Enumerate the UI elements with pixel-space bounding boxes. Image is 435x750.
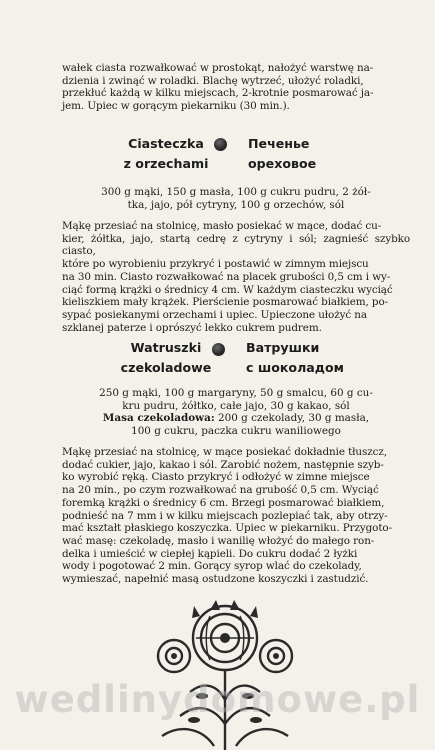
- recipe2-title: [62, 338, 410, 378]
- text-line: Ватрушки: [246, 340, 320, 355]
- text-line: delka i umieścić w ciepłej kąpieli. Do cukru dodać 2 łyżki: [62, 547, 358, 560]
- text-line: Mąkę przesiać na stolnicę, masło posiekać w mące, dodać cu-: [62, 220, 382, 232]
- recipe1-ingredients: [62, 186, 410, 211]
- recipe2-method: [62, 446, 410, 586]
- text-line: tka, jajo, pół cytryny, 100 g orzechów, sól: [127, 198, 345, 211]
- text-line: podnieść na 7 mm i w kilku miejscach pozlepiać tak, aby otrzy-: [62, 509, 388, 522]
- text-line: kier, żółtka, jajo, startą cedrę z cytryny i sól; zagnieść szybko ciasto,: [62, 232, 410, 258]
- text-line: na 20 min., po czym rozwałkować na grubość 0,5 cm. Wyciąć: [62, 484, 379, 497]
- text-line: wać masę: czekoladę, masło i wanilię włożyć do małego ron-: [62, 534, 375, 547]
- text-line: jem. Upiec w gorącym piekarniku (30 min.).: [62, 100, 290, 113]
- bullet-icon: [214, 138, 227, 151]
- intro-paragraph: [62, 62, 410, 113]
- folk-ornament-icon: [150, 596, 300, 750]
- text-line: Ciasteczka: [128, 136, 204, 151]
- recipe1-title-russian: [248, 134, 368, 174]
- recipe1-title-polish: [106, 134, 226, 174]
- text-line: przekłuć każdą w kilku miejscach, 2-krotnie posmarować ja-: [62, 87, 374, 100]
- text-line: kru pudru, żółtko, całe jajo, 30 g kakao, sól: [122, 399, 350, 412]
- text-line: с шоколадом: [246, 360, 344, 375]
- watermark: wedlinydomowe.pl: [14, 678, 421, 721]
- text-line: które po wyrobieniu przykryć i postawić w zimnym miejscu: [62, 258, 369, 271]
- text-line: na 30 min. Ciasto rozwałkować na placek grubości 0,5 cm i wy-: [62, 270, 391, 283]
- text-line: 100 g cukru, paczka cukru waniliowego: [131, 425, 341, 438]
- recipe1-method: [62, 220, 410, 334]
- bullet-icon: [212, 343, 225, 356]
- text-line: Mąkę przesiać na stolnicę, w mące posiekać dokładnie tłuszcz,: [62, 446, 387, 458]
- text-line: czekoladowe: [120, 360, 212, 375]
- recipe1-title: [62, 134, 410, 174]
- text-line: kieliszkiem mały krążek. Pierścienie posmarować białkiem, po-: [62, 296, 389, 309]
- text-line: foremką krążki o średnicy 6 cm. Brzegi posmarować białkiem,: [62, 496, 385, 509]
- text-line: 300 g mąki, 150 g masła, 100 g cukru pudru, 2 żół-: [101, 186, 371, 198]
- text-line: szklanej paterze i oprószyć lekko cukrem pudrem.: [62, 321, 322, 334]
- text-line: Watruszki: [130, 340, 202, 355]
- recipe2-ingredients: [62, 387, 410, 438]
- text-line: ореховое: [248, 156, 317, 171]
- text-line: Masa czekoladowa: 200 g czekolady, 30 g masła,: [102, 412, 370, 425]
- text-line: 250 g mąki, 100 g margaryny, 50 g smalcu, 60 g cu-: [99, 387, 373, 399]
- text-line: mać kształt płaskiego koszyczka. Upiec w piekarniku. Przygoto-: [62, 522, 392, 535]
- text-line: dodać cukier, jajo, kakao i sól. Zarobić nożem, następnie szyb-: [62, 458, 384, 471]
- text-line: sypać posiekanymi orzechami i upiec. Upieczone ułożyć na: [62, 308, 367, 321]
- recipe2-title-polish: [106, 338, 226, 378]
- text-line: wody i pogotować 2 min. Gorący syrop wlać do czekolady,: [62, 560, 362, 573]
- text-line: ko wyrobić ręką. Ciasto przykryć i odłożyć w zimne miejsce: [62, 471, 370, 484]
- text-line: z orzechami: [123, 156, 209, 171]
- text-line: dzienia i zwinąć w roladki. Blachę wytrzeć, ułożyć roladki,: [62, 74, 364, 87]
- text-line: wałek ciasta rozwałkować w prostokąt, nałożyć warstwę na-: [62, 62, 374, 74]
- text-line: wymieszać, napełnić masą ostudzone koszyczki i zastudzić.: [62, 573, 369, 586]
- recipe2-title-russian: [246, 338, 376, 378]
- text-line: ciąć formą krążki o średnicy 4 cm. W każdym ciasteczku wyciąć: [62, 283, 393, 296]
- text-line: Печенье: [248, 136, 310, 151]
